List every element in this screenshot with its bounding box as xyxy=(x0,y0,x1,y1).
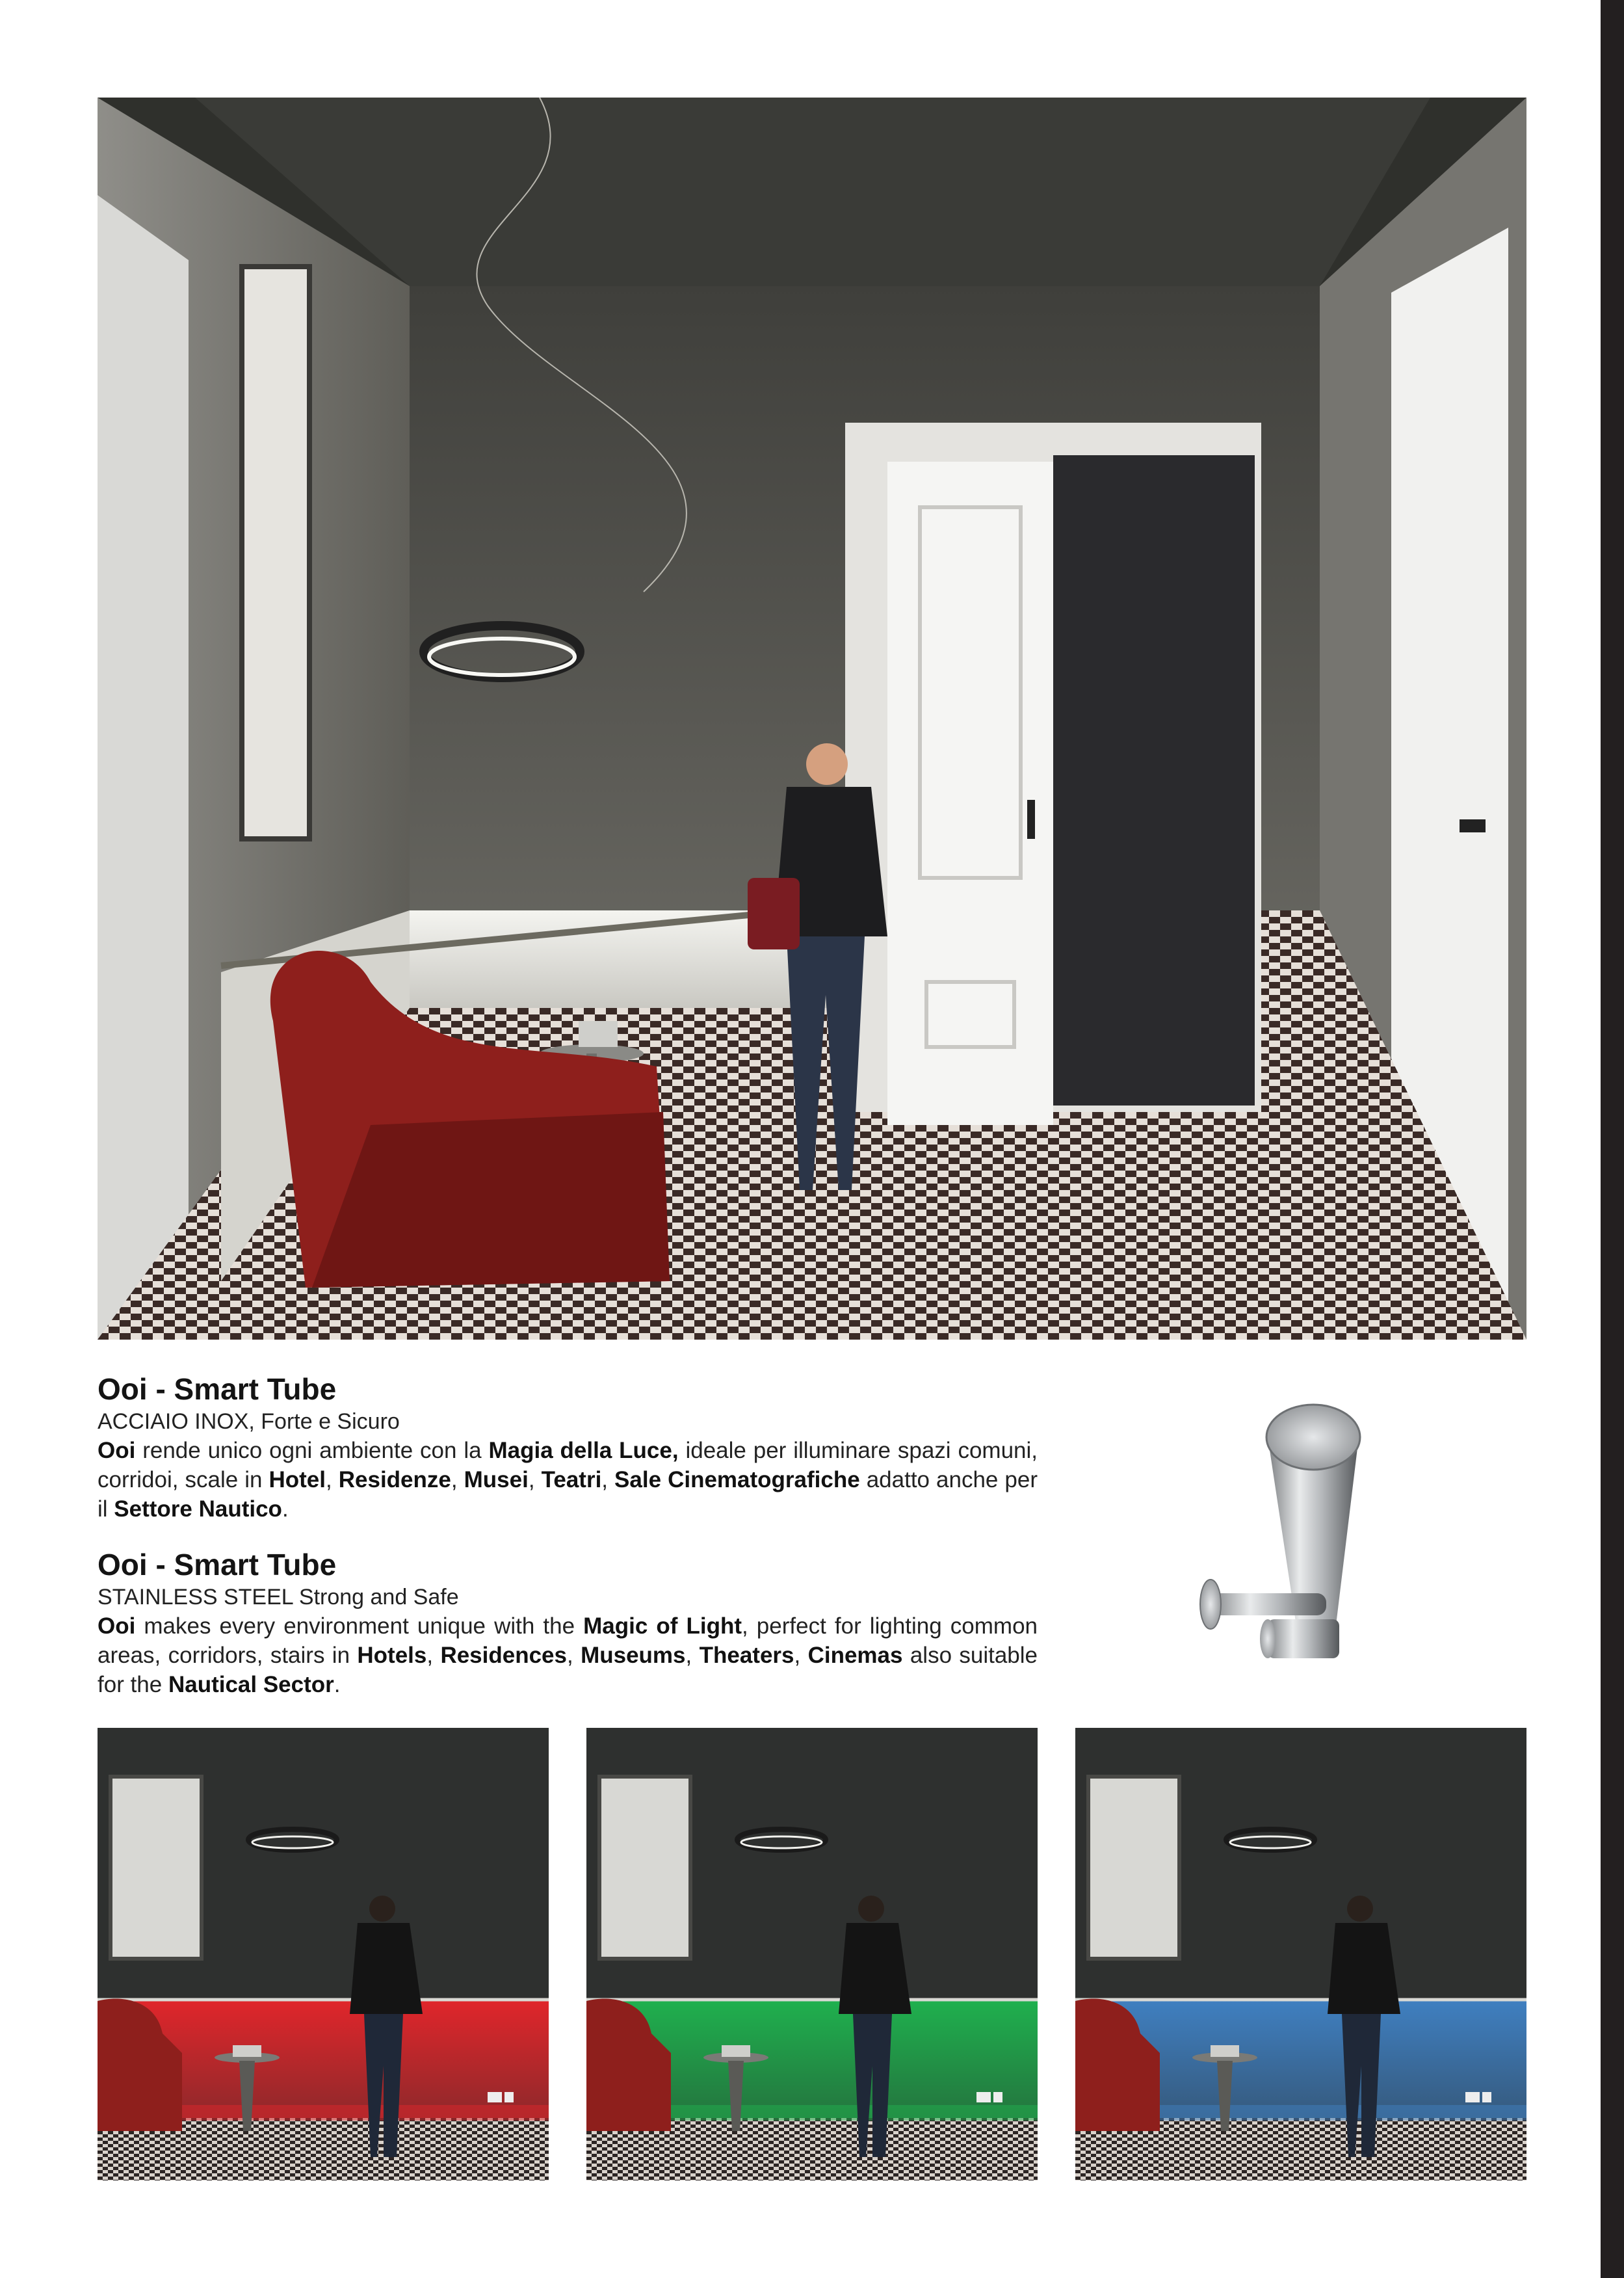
body-text: , xyxy=(528,1467,542,1492)
bold-term: Residenze xyxy=(338,1467,451,1492)
bold-term: Hotel xyxy=(268,1467,326,1492)
bold-term: Cinemas xyxy=(807,1643,903,1668)
body-text: also suitable for the xyxy=(98,1643,1038,1697)
body-text: , xyxy=(451,1467,464,1492)
body-text: , xyxy=(326,1467,339,1492)
body-text: , xyxy=(426,1643,441,1668)
bold-term: Settore Nautico xyxy=(114,1496,282,1522)
thumbnail-blue-light xyxy=(1075,1728,1526,2180)
body-text: makes every environment unique with the xyxy=(135,1613,584,1639)
thumbnail-green-light xyxy=(586,1728,1038,2180)
thumbnail-red-light xyxy=(98,1728,549,2180)
bold-term: Hotels xyxy=(357,1643,427,1668)
bold-term: Ooi xyxy=(98,1613,136,1639)
bold-term: Ooi xyxy=(98,1438,136,1463)
description-it xyxy=(98,1371,1038,1524)
body-text: , xyxy=(794,1643,808,1668)
body-text: adatto anche per il xyxy=(98,1467,1038,1522)
bold-term: Sale Cinematografiche xyxy=(614,1467,860,1492)
product-body-en xyxy=(98,1611,1038,1699)
product-subtitle-it: ACCIAIO INOX, Forte e Sicuro xyxy=(98,1409,400,1434)
bold-term: Theaters xyxy=(699,1643,794,1668)
product-title-en: Ooi - Smart Tube xyxy=(98,1548,337,1582)
body-text: , xyxy=(567,1643,581,1668)
bold-term: Magia della Luce, xyxy=(488,1438,679,1463)
body-text: . xyxy=(282,1496,289,1522)
product-image xyxy=(1196,1398,1391,1691)
bold-term: Residences xyxy=(440,1643,567,1668)
body-text: ideale per illuminare spazi comuni, corridoi, scale in xyxy=(98,1438,1038,1492)
product-subtitle-en: STAINLESS STEEL Strong and Safe xyxy=(98,1585,459,1609)
bold-term: Musei xyxy=(464,1467,529,1492)
body-text: , xyxy=(685,1643,700,1668)
bold-term: Teatri xyxy=(541,1467,602,1492)
hero-image xyxy=(98,98,1526,1340)
product-body-it xyxy=(98,1436,1038,1524)
product-title-it: Ooi - Smart Tube xyxy=(98,1372,337,1406)
body-text: , xyxy=(601,1467,615,1492)
body-text: . xyxy=(334,1672,341,1697)
bold-term: Magic of Light xyxy=(583,1613,742,1639)
body-text: , perfect for lighting common areas, corridors, stairs in xyxy=(98,1613,1038,1668)
body-text: rende unico ogni ambiente con la xyxy=(135,1438,489,1463)
description-en xyxy=(98,1546,1038,1699)
bold-term: Nautical Sector xyxy=(168,1672,334,1697)
bold-term: Museums xyxy=(581,1643,686,1668)
side-bar xyxy=(1601,0,1624,2278)
